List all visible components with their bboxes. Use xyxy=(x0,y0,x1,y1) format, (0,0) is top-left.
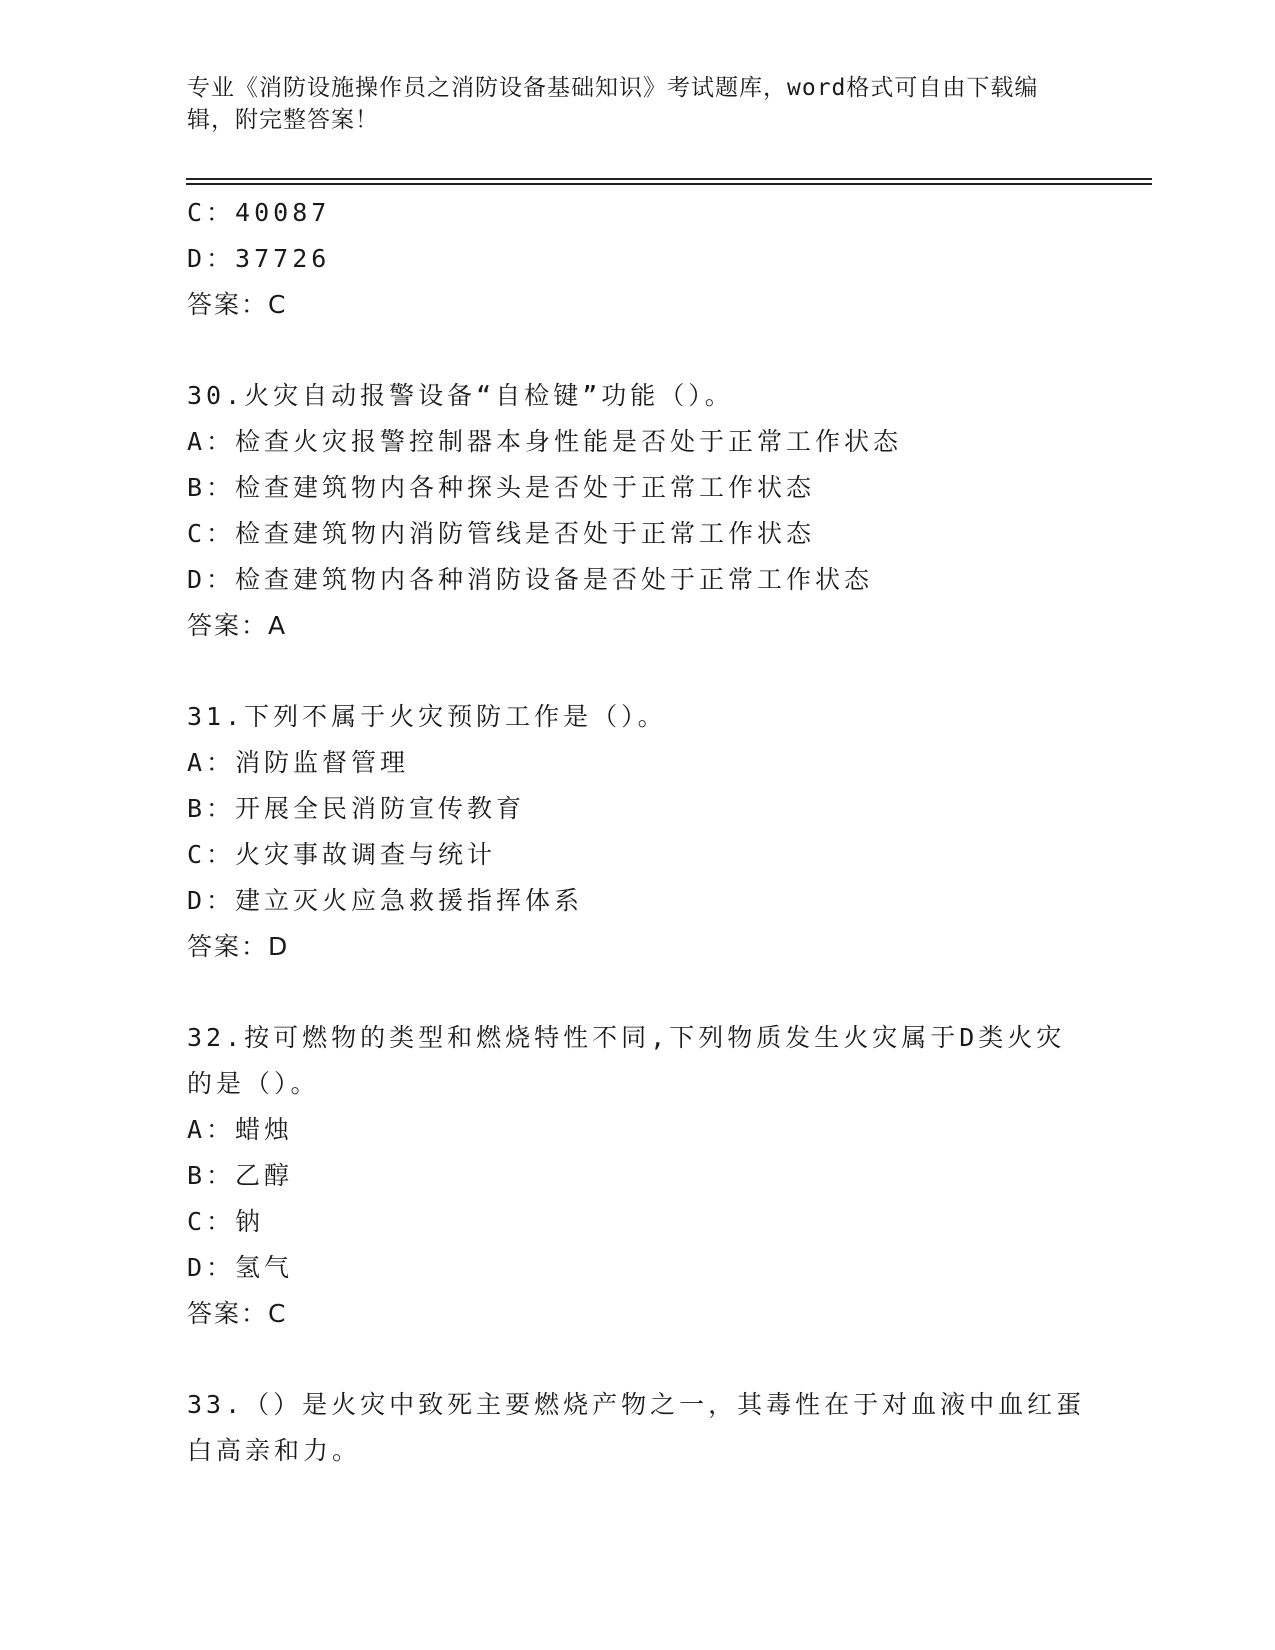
option-d: D：37726 xyxy=(187,244,331,273)
option-a: A：消防监督管理 xyxy=(187,748,410,777)
option-c: C：火灾事故调查与统计 xyxy=(187,840,497,869)
question-29-tail xyxy=(187,190,1087,328)
spacer xyxy=(187,328,1087,373)
option-b: B：检查建筑物内各种探头是否处于正常工作状态 xyxy=(187,473,816,502)
question-list xyxy=(187,190,1087,1474)
spacer xyxy=(187,649,1087,694)
answer: 答案：C xyxy=(187,1299,288,1328)
question-32 xyxy=(187,1015,1087,1337)
question-33 xyxy=(187,1382,1087,1474)
option-b: B：乙醇 xyxy=(187,1161,294,1190)
answer: 答案：D xyxy=(187,932,290,961)
spacer xyxy=(187,970,1087,1015)
header-line-1: 专业《消防设施操作员之消防设备基础知识》考试题库，word格式可自由下载编 xyxy=(187,75,1039,101)
option-a: A：蜡烛 xyxy=(187,1115,294,1144)
question-text-line-1: 33.（）是火灾中致死主要燃烧产物之一，其毒性在于对血液中血红蛋 xyxy=(187,1390,1086,1419)
header-line-2: 辑，附完整答案！ xyxy=(187,107,379,133)
option-c: C：钠 xyxy=(187,1207,265,1236)
question-31 xyxy=(187,694,1087,970)
option-b: B：开展全民消防宣传教育 xyxy=(187,794,526,823)
question-text: 30.火灾自动报警设备“自检键”功能（）。 xyxy=(187,381,734,410)
header-divider-bottom xyxy=(186,183,1152,185)
document-header xyxy=(187,72,1087,136)
option-c: C：检查建筑物内消防管线是否处于正常工作状态 xyxy=(187,519,816,548)
option-d: D：检查建筑物内各种消防设备是否处于正常工作状态 xyxy=(187,565,874,594)
spacer xyxy=(187,1337,1087,1382)
option-d: D：建立灭火应急救援指挥体系 xyxy=(187,886,584,915)
question-30 xyxy=(187,373,1087,649)
question-text-line-2: 白高亲和力。 xyxy=(187,1436,362,1465)
answer: 答案：C xyxy=(187,290,288,319)
answer: 答案：A xyxy=(187,611,288,640)
question-text: 31.下列不属于火灾预防工作是（）。 xyxy=(187,702,667,731)
option-d: D：氢气 xyxy=(187,1253,294,1282)
question-text-line-2: 的是（）。 xyxy=(187,1069,320,1098)
header-divider-top xyxy=(186,178,1152,180)
option-c: C：40087 xyxy=(187,198,331,227)
question-text-line-1: 32.按可燃物的类型和燃烧特性不同,下列物质发生火灾属于D类火灾 xyxy=(187,1023,1066,1052)
option-a: A：检查火灾报警控制器本身性能是否处于正常工作状态 xyxy=(187,427,903,456)
